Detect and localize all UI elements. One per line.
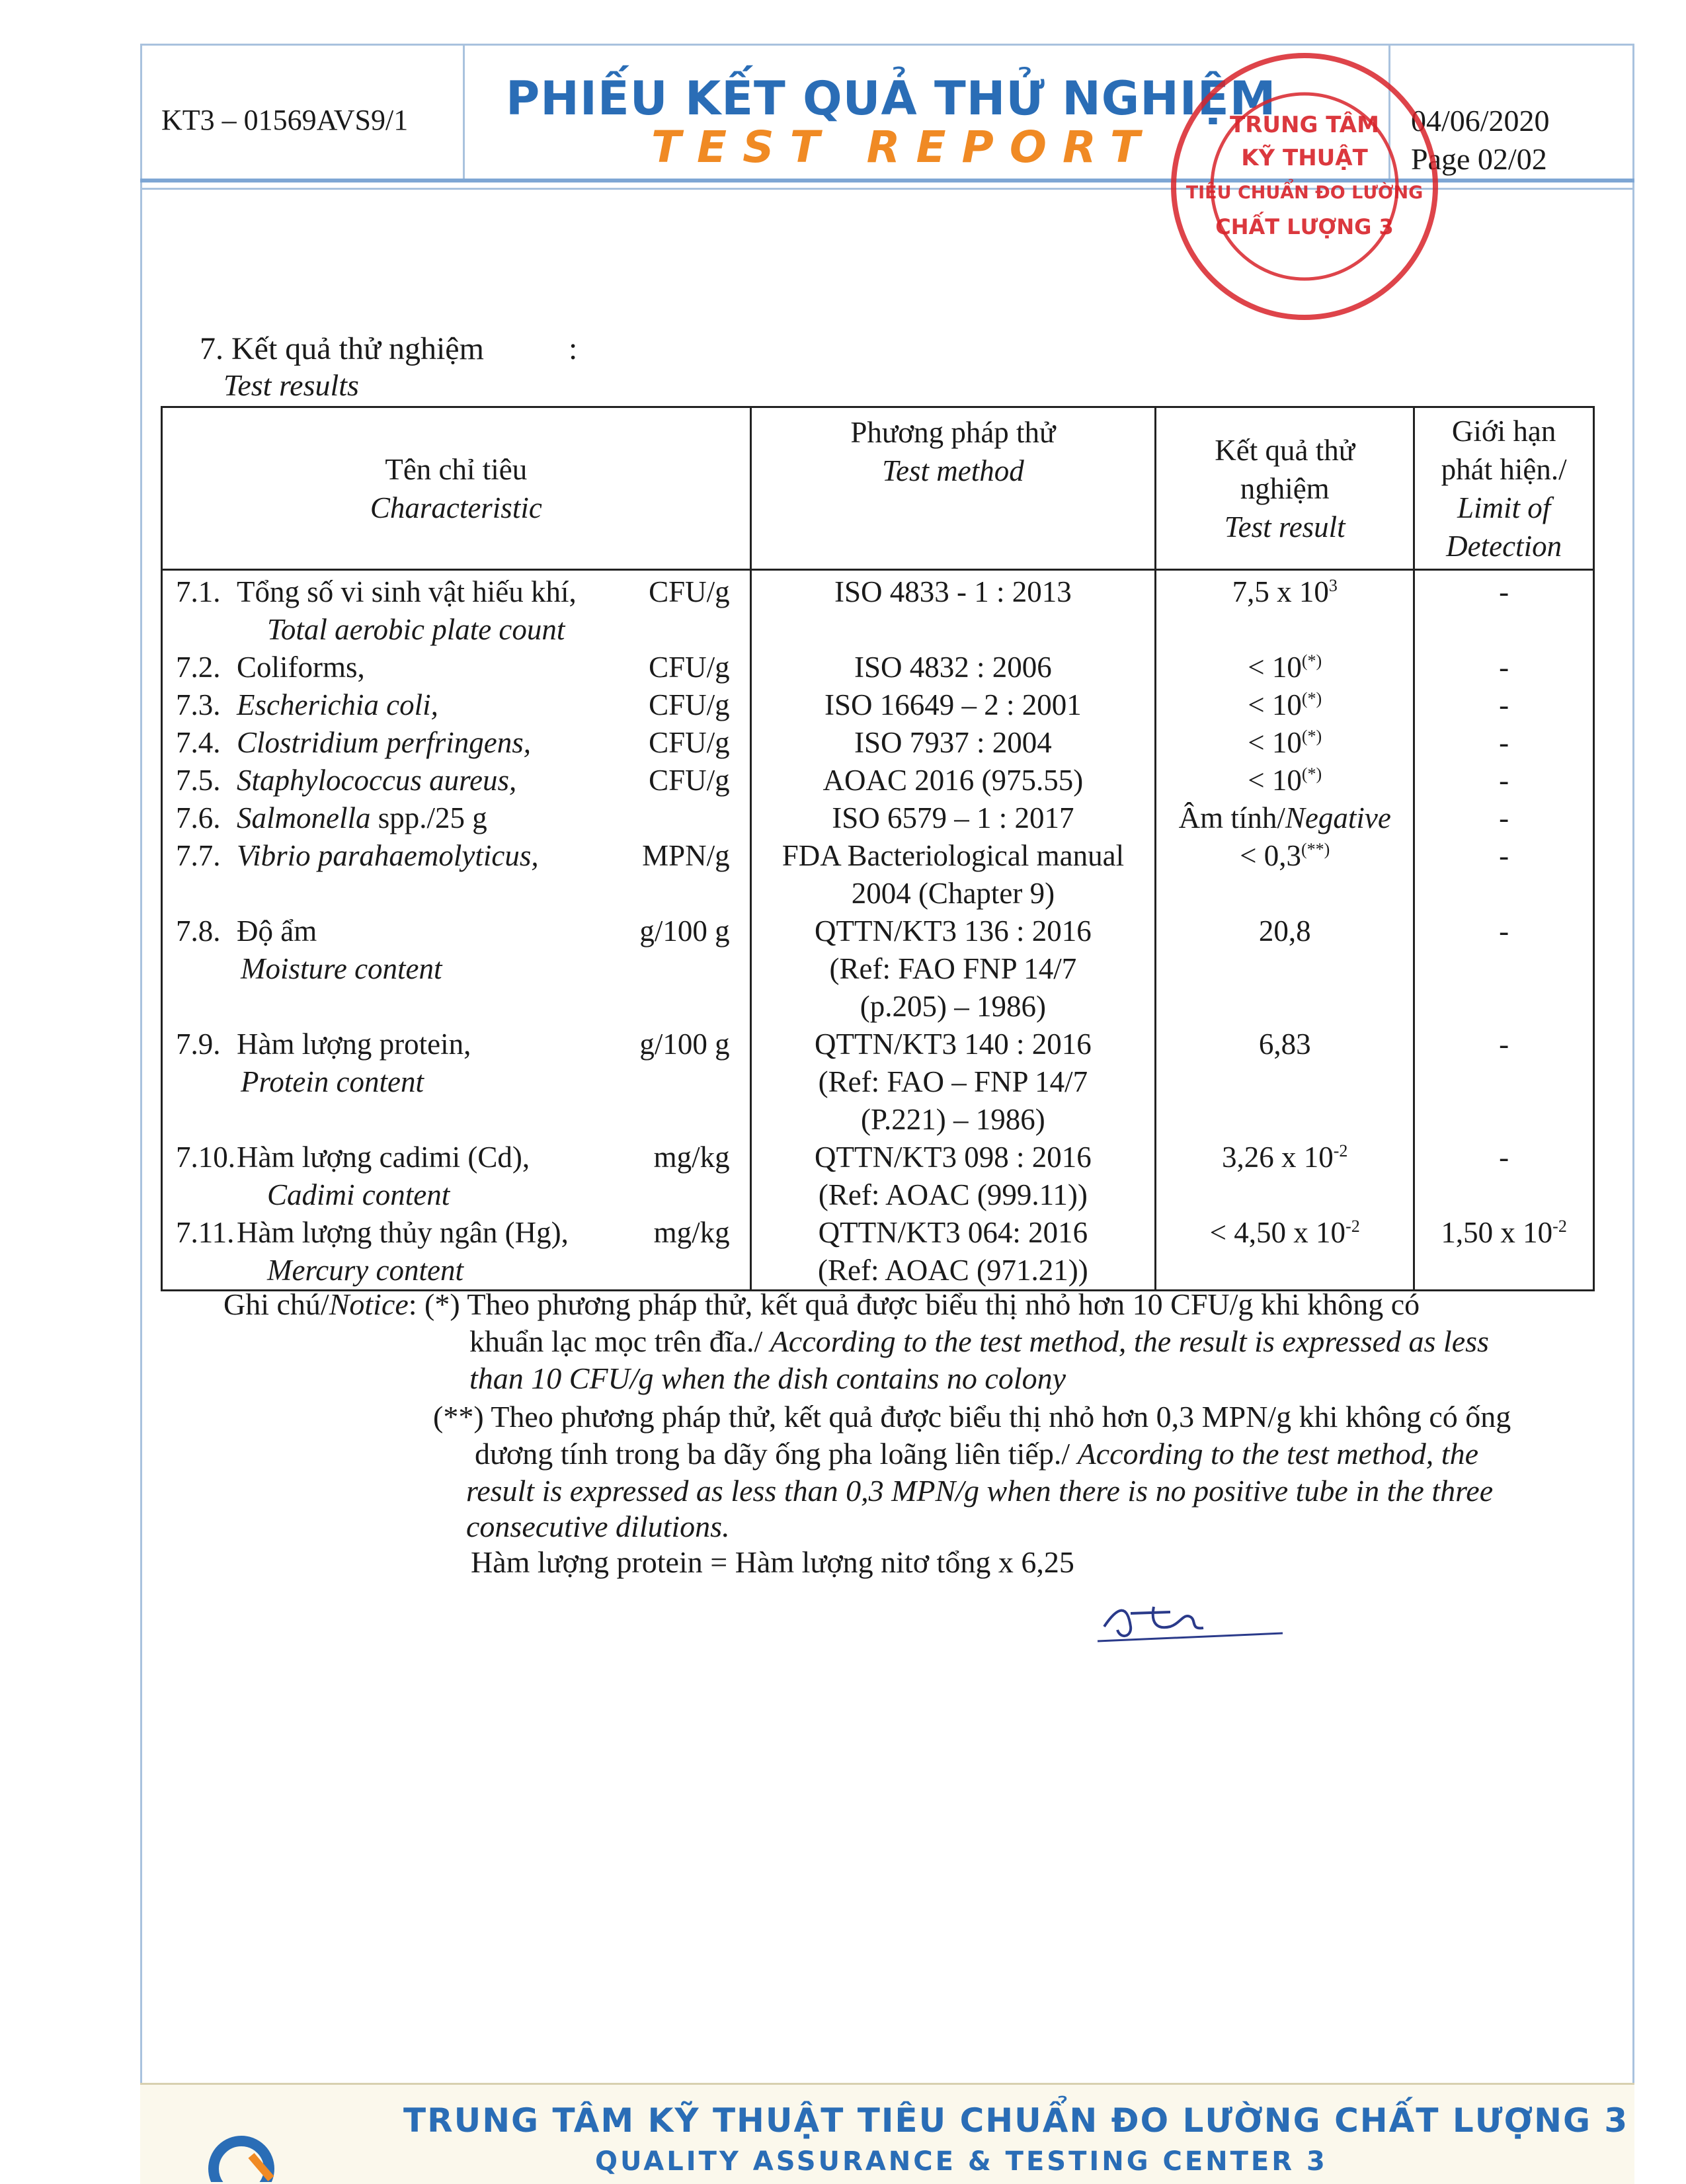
result-superscript: (*)	[1301, 689, 1322, 708]
cell-lod	[1414, 570, 1594, 649]
row-name: Hàm lượng thủy ngân (Hg),	[237, 1216, 569, 1249]
lod-value: -	[1499, 801, 1509, 834]
cell-lod	[1414, 686, 1594, 724]
cell-result	[1156, 912, 1414, 1026]
cell-method	[750, 799, 1156, 837]
notice-line-7: consecutive dilutions.	[466, 1510, 730, 1543]
row-number: 7.4.	[176, 726, 221, 759]
header-lod: Giới hạn phát hiện./ Limit of Detection	[1414, 407, 1594, 570]
table-row	[162, 1026, 1594, 1139]
cell-method	[750, 724, 1156, 762]
header-result: Kết quả thử nghiệm Test result	[1156, 407, 1414, 570]
row-name-english: Moisture content	[241, 952, 442, 985]
cell-lod	[1414, 724, 1594, 762]
stamp-line-3: TIÊU CHUẨN ĐO LƯỜNG	[1185, 182, 1424, 203]
section-title: 7. Kết quả thử nghiệm	[200, 331, 484, 366]
cell-method	[750, 1214, 1156, 1291]
cell-lod	[1414, 1026, 1594, 1139]
row-unit: CFU/g	[649, 651, 730, 684]
header-characteristic: Tên chỉ tiêu Characteristic	[162, 407, 751, 570]
cell-result	[1156, 1026, 1414, 1139]
table-row	[162, 762, 1594, 799]
row-number: 7.6.	[176, 801, 221, 834]
lod-value: -	[1499, 726, 1509, 759]
table-header-row	[162, 407, 1594, 570]
row-name-suffix: spp./25 g	[370, 801, 487, 834]
cell-result	[1156, 649, 1414, 686]
row-number: 7.1.	[176, 575, 221, 608]
lod-value: 1,50 x 10	[1441, 1216, 1553, 1249]
notice-line-4: (**) Theo phương pháp thử, kết quả được biểu thị nhỏ hơn 0,3 MPN/g khi không có ống	[433, 1400, 1511, 1434]
row-name: Vibrio parahaemolyticus,	[237, 839, 539, 872]
title-english: TEST REPORT	[651, 122, 1156, 173]
table-row	[162, 799, 1594, 837]
result-value: < 10	[1248, 651, 1302, 684]
header-divider	[463, 44, 465, 182]
row-unit: CFU/g	[649, 726, 730, 759]
result-value: Âm tính/	[1178, 801, 1285, 834]
row-name: Escherichia coli,	[237, 688, 438, 721]
method-line: (Ref: AOAC (999.11))	[818, 1178, 1088, 1211]
cell-result	[1156, 799, 1414, 837]
notice-line-6: result is expressed as less than 0,3 MPN/g when there is no positive tube in the three	[466, 1474, 1494, 1508]
lod-value: -	[1499, 575, 1509, 608]
table-row	[162, 1139, 1594, 1214]
cell-characteristic	[162, 1026, 751, 1139]
cell-characteristic	[162, 837, 751, 912]
table-row	[162, 1214, 1594, 1291]
lod-value: -	[1499, 1141, 1509, 1174]
method-line: ISO 7937 : 2004	[854, 726, 1052, 759]
row-name-english: Cadimi content	[267, 1178, 450, 1211]
result-value: 20,8	[1258, 914, 1311, 948]
row-number: 7.7.	[176, 839, 221, 872]
row-name: Hàm lượng protein,	[237, 1028, 471, 1061]
notice-line-2: khuẩn lạc mọc trên đĩa./ According to the test method, the result is expressed as less	[469, 1324, 1489, 1358]
cell-result	[1156, 724, 1414, 762]
results-table	[161, 406, 1595, 1291]
cell-method	[750, 570, 1156, 649]
row-unit: mg/kg	[653, 1216, 730, 1249]
table-row	[162, 649, 1594, 686]
result-value: < 10	[1248, 726, 1302, 759]
lod-superscript: -2	[1552, 1217, 1567, 1236]
row-unit: g/100 g	[639, 914, 730, 948]
row-name: Staphylococcus aureus,	[237, 764, 517, 797]
cell-method	[750, 1139, 1156, 1214]
cell-characteristic	[162, 1214, 751, 1291]
table-row	[162, 570, 1594, 649]
cell-lod	[1414, 912, 1594, 1026]
notice-line-8: Hàm lượng protein = Hàm lượng nitơ tổng x 6,25	[471, 1545, 1074, 1579]
cell-characteristic	[162, 1139, 751, 1214]
cell-characteristic	[162, 799, 751, 837]
method-line: QTTN/KT3 098 : 2016	[815, 1141, 1092, 1174]
lod-value: -	[1499, 764, 1509, 797]
cell-method	[750, 912, 1156, 1026]
row-name: Tổng số vi sinh vật hiếu khí,	[237, 575, 577, 608]
result-superscript: (*)	[1301, 764, 1322, 784]
official-stamp	[1162, 48, 1447, 325]
cell-characteristic	[162, 762, 751, 799]
table-row	[162, 724, 1594, 762]
row-unit: CFU/g	[649, 688, 730, 721]
result-superscript: (**)	[1301, 840, 1330, 859]
cell-characteristic	[162, 912, 751, 1026]
result-value: < 4,50 x 10	[1209, 1216, 1346, 1249]
result-superscript: -2	[1345, 1217, 1360, 1236]
cell-result	[1156, 837, 1414, 912]
row-name-english: Mercury content	[267, 1254, 463, 1287]
row-name-english: Total aerobic plate count	[267, 613, 565, 646]
result-value: 3,26 x 10	[1221, 1141, 1334, 1174]
result-superscript: (*)	[1301, 651, 1322, 670]
row-name: Salmonella	[237, 801, 371, 834]
row-name: Độ ẩm	[237, 914, 317, 948]
result-value: < 10	[1248, 688, 1302, 721]
row-number: 7.3.	[176, 688, 221, 721]
method-line: ISO 4833 - 1 : 2013	[834, 575, 1072, 608]
cell-lod	[1414, 837, 1594, 912]
cell-characteristic	[162, 649, 751, 686]
header-method: Phương pháp thử Test method	[750, 407, 1156, 570]
method-line: (P.221) – 1986)	[861, 1103, 1045, 1136]
cell-lod	[1414, 762, 1594, 799]
cell-lod	[1414, 1139, 1594, 1214]
lod-value: -	[1499, 688, 1509, 721]
table-row	[162, 686, 1594, 724]
title-vietnamese: PHIẾU KẾT QUẢ THỬ NGHIỆM	[506, 71, 1277, 126]
row-number: 7.8.	[176, 914, 221, 948]
cell-characteristic	[162, 724, 751, 762]
report-code: KT3 – 01569AVS9/1	[161, 104, 409, 136]
notice-line-3: than 10 CFU/g when the dish contains no colony	[469, 1361, 1066, 1395]
row-unit: mg/kg	[653, 1141, 730, 1174]
cell-method	[750, 649, 1156, 686]
cell-result	[1156, 1214, 1414, 1291]
lod-value: -	[1499, 651, 1509, 684]
section-colon: :	[569, 331, 578, 366]
result-value: 6,83	[1258, 1028, 1311, 1061]
method-line: 2004 (Chapter 9)	[851, 877, 1055, 910]
result-superscript: 3	[1328, 576, 1338, 595]
cell-method	[750, 686, 1156, 724]
row-unit: MPN/g	[642, 839, 730, 872]
cell-result	[1156, 570, 1414, 649]
result-superscript: -2	[1333, 1141, 1348, 1160]
center-logo-icon	[205, 2129, 278, 2182]
cell-result	[1156, 762, 1414, 799]
cell-method	[750, 762, 1156, 799]
result-value: 7,5 x 10	[1232, 575, 1329, 608]
stamp-line-2: KỸ THUẬT	[1241, 145, 1368, 171]
lod-value: -	[1499, 839, 1509, 872]
row-number: 7.11.	[176, 1216, 235, 1249]
footer-center-name-english: QUALITY ASSURANCE & TESTING CENTER 3	[595, 2146, 1328, 2177]
row-name: Clostridium perfringens,	[237, 726, 532, 759]
stamp-line-1: TRUNG TÂM	[1230, 112, 1379, 138]
row-number: 7.9.	[176, 1028, 221, 1061]
cell-method	[750, 1026, 1156, 1139]
result-value-english: Negative	[1285, 801, 1391, 834]
row-unit: CFU/g	[649, 764, 730, 797]
method-line: QTTN/KT3 064: 2016	[818, 1216, 1088, 1249]
method-line: ISO 4832 : 2006	[854, 651, 1052, 684]
result-value: < 0,3	[1240, 839, 1301, 872]
signature	[1091, 1587, 1289, 1653]
method-line: ISO 6579 – 1 : 2017	[832, 801, 1074, 834]
cell-lod	[1414, 799, 1594, 837]
notice-line-5: dương tính trong ba dãy ống pha loãng liên tiếp./ According to the test method, the	[475, 1437, 1478, 1471]
cell-characteristic	[162, 686, 751, 724]
row-number: 7.10.	[176, 1141, 235, 1174]
row-unit: g/100 g	[639, 1028, 730, 1061]
row-name: Hàm lượng cadimi (Cd),	[237, 1141, 530, 1174]
row-number: 7.5.	[176, 764, 221, 797]
method-line: (p.205) – 1986)	[860, 990, 1046, 1023]
table-row	[162, 837, 1594, 912]
row-name-english: Protein content	[241, 1065, 424, 1098]
cell-lod	[1414, 649, 1594, 686]
report-date: 04/06/2020	[1411, 104, 1550, 138]
cell-method	[750, 837, 1156, 912]
result-value: < 10	[1248, 764, 1302, 797]
cell-lod	[1414, 1214, 1594, 1291]
method-line: QTTN/KT3 140 : 2016	[815, 1028, 1092, 1061]
method-line: QTTN/KT3 136 : 2016	[815, 914, 1092, 948]
section-title-english: Test results	[223, 368, 359, 402]
page-number: Page 02/02	[1411, 142, 1547, 176]
row-unit: CFU/g	[649, 575, 730, 608]
lod-value: -	[1499, 1028, 1509, 1061]
stamp-line-4: CHẤT LƯỢNG 3	[1215, 214, 1394, 239]
method-line: FDA Bacteriological manual	[782, 839, 1125, 872]
method-line: (Ref: AOAC (971.21))	[818, 1254, 1088, 1287]
cell-result	[1156, 686, 1414, 724]
notice-line-1: Ghi chú/Notice: (*) Theo phương pháp thử, kết quả được biểu thị nhỏ hơn 10 CFU/g khi không có	[223, 1287, 1420, 1321]
method-line: AOAC 2016 (975.55)	[823, 764, 1084, 797]
cell-characteristic	[162, 570, 751, 649]
method-line: ISO 16649 – 2 : 2001	[824, 688, 1082, 721]
row-number: 7.2.	[176, 651, 221, 684]
method-line: (Ref: FAO – FNP 14/7	[818, 1065, 1088, 1098]
lod-value: -	[1499, 914, 1509, 948]
footer-center-name: TRUNG TÂM KỸ THUẬT TIÊU CHUẨN ĐO LƯỜNG CHẤT LƯỢNG 3	[403, 2101, 1629, 2140]
cell-result	[1156, 1139, 1414, 1214]
table-row	[162, 912, 1594, 1026]
row-name: Coliforms,	[237, 651, 365, 684]
result-superscript: (*)	[1301, 727, 1322, 746]
method-line: (Ref: FAO FNP 14/7	[829, 952, 1077, 985]
